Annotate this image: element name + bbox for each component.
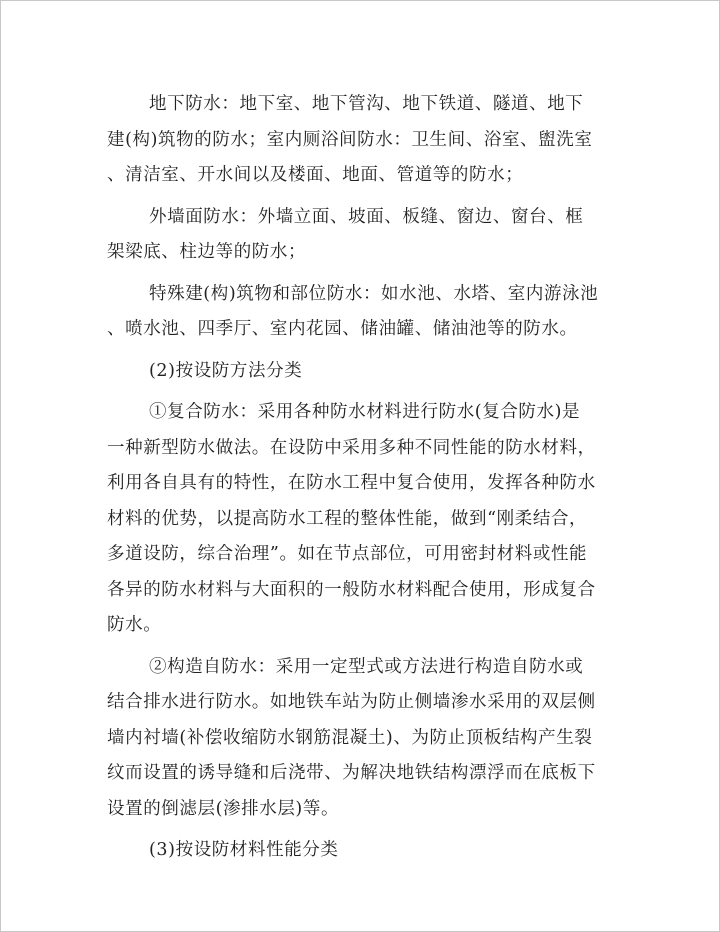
text-line: 多道设防，综合治理”。如在节点部位，可用密封材料或性能: [107, 544, 588, 564]
text-line: 各异的防水材料与大面积的一般防水材料配合使用，形成复合: [107, 579, 596, 600]
heading-by-material-performance: [107, 833, 627, 869]
text-line: 、喷水池、四季厅、室内花园、储油罐、储油池等的防水。: [107, 319, 578, 339]
heading-by-method: [107, 354, 627, 390]
text-line: 、清洁室、开水间以及楼面、地面、管道等的防水；: [107, 165, 524, 185]
text-line: ①复合防水：采用各种防水材料进行防水(复合防水)是: [149, 402, 581, 422]
text-line: ②构造自防水：采用一定型式或方法进行构造自防水或: [149, 656, 584, 677]
section-heading: (3)按设防材料性能分类: [149, 840, 339, 860]
paragraph-exterior-wall-waterproofing: [107, 200, 627, 271]
text-line: 结合排水进行防水。如地铁车站为防止侧墙渗水采用的双层侧: [107, 692, 596, 712]
text-line: 材料的优势，以提高防水工程的整体性能，做到“刚柔结合，: [107, 508, 588, 529]
paragraph-special-structures-waterproofing: [107, 277, 627, 348]
text-line: 一种新型防水做法。在设防中采用多种不同性能的防水材料，: [107, 437, 596, 458]
text-line: 墙内衬墙(补偿收缩防水钢筋混凝土)、为防止顶板结构产生裂: [107, 727, 593, 748]
paragraph-underground-waterproofing: [107, 87, 627, 194]
text-line: 地下防水：地下室、地下管沟、地下铁道、隧道、地下: [149, 94, 584, 114]
paragraph-structural-self-waterproofing: [107, 650, 627, 828]
document-body: [107, 87, 627, 869]
text-line: 架梁底、柱边等的防水；: [107, 242, 307, 262]
text-line: 特殊建(构)筑物和部位防水：如水池、水塔、室内游泳池: [149, 283, 599, 304]
section-heading: (2)按设防方法分类: [149, 360, 303, 381]
text-line: 设置的倒滤层(渗排水层)等。: [107, 798, 340, 819]
text-line: 利用各自具有的特性，在防水工程中复合使用，发挥各种防水: [107, 473, 596, 493]
text-line: 纹而设置的诱导缝和后浇带、为解决地铁结构漂浮而在底板下: [107, 763, 596, 783]
text-line: 建(构)筑物的防水；室内厕浴间防水：卫生间、浴室、盥洗室: [107, 129, 593, 150]
paragraph-composite-waterproofing: [107, 395, 627, 644]
text-line: 外墙面防水：外墙立面、坡面、板缝、窗边、窗台、框: [149, 206, 584, 227]
text-line: 防水。: [107, 615, 162, 635]
